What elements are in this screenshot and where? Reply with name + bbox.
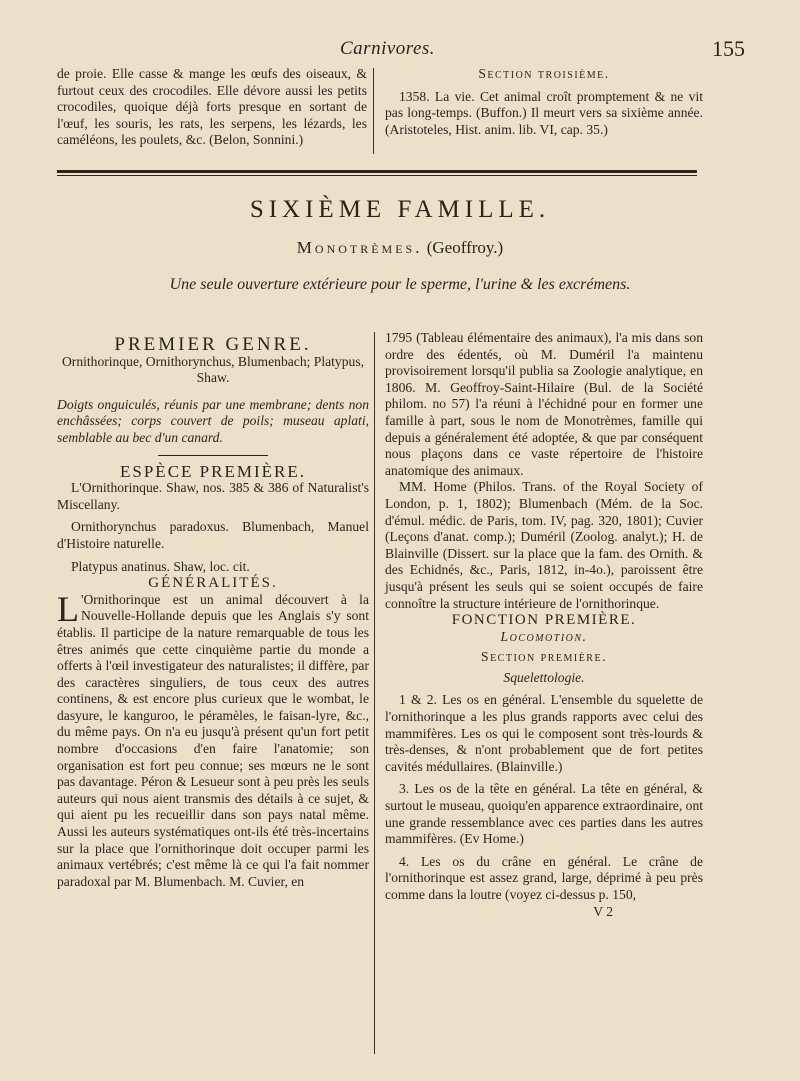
top-left-column bbox=[57, 66, 367, 149]
bottom-right-column bbox=[385, 330, 703, 920]
family-description: Une seule ouverture extérieure pour le sperme, l'urine & les excrémens. bbox=[169, 276, 631, 293]
family-subtitle bbox=[0, 238, 800, 258]
section-premiere-heading: Section première. bbox=[481, 649, 607, 665]
family-title: SIXIÈME FAMILLE. bbox=[249, 196, 551, 223]
fonction-title: FONCTION PREMIÈRE. bbox=[451, 612, 637, 629]
top-right-column bbox=[385, 66, 703, 138]
right-paragraph-5: 4. Les os du crâne en général. Le crâne de l'ornithorinque est assez grand, large, déprimé à peu près comme dans la loutre (voyez ci-dessus p. 150, bbox=[385, 853, 703, 902]
generalites-title: GÉNÉRALITÉS. bbox=[148, 575, 278, 592]
family-subtitle-author: (Geoffroy.) bbox=[426, 238, 504, 257]
drop-cap: L bbox=[57, 588, 79, 629]
locomotion-heading: Locomotion. bbox=[500, 628, 588, 644]
top-right-paragraph: 1358. La vie. Cet animal croît promptement & ne vit pas long-temps. (Buffon.) Il meurt vers sa sixième année. (Aristoteles, Hist. anim. lib. VI, cap. 35.) bbox=[385, 88, 703, 137]
family-subtitle-name: Monotrèmes. bbox=[296, 238, 423, 257]
right-paragraph-1: 1795 (Tableau élémentaire des animaux), l'a mis dans son ordre des édentés, où M. Duméril l'a maintenu provisoirement lorsqu'il publia sa Zoologie analytique, en 1806. M. Geoffroy-Saint-Hilaire (Bul. de la Société philom. no 57) l'a réuni à l'échidné pour en former une famille à part, sous le nom de Monotrèmes, famille qui depuis a généralement été adoptée, & que par conséquent nous plaçons dans ce vaste répertoire de l'histoire anatomique des animaux. bbox=[385, 330, 703, 478]
top-left-paragraph: de proie. Elle casse & mange les œufs des oiseaux, & furtout ceux des crocodiles. Elle dévore aussi les petits crocodiles, quoique déjà forts presque en sortant de l'œuf, les souris, les rats, les serpens, les lézards, les caméléons, les poulets, &c. (Belon, Sonnini.) bbox=[57, 66, 367, 148]
top-column-divider bbox=[373, 68, 374, 154]
synonym-2: Ornithorynchus paradoxus. Blumenbach, Manuel d'Histoire naturelle. bbox=[57, 519, 369, 551]
genus-description: Doigts onguiculés, réunis par une membrane; dents non enchâssées; corps couvert de poils; museau aplati, semblable au bec d'un canard. bbox=[57, 396, 369, 445]
running-head bbox=[0, 36, 800, 66]
signature-mark: V 2 bbox=[593, 903, 613, 919]
bottom-left-column bbox=[57, 334, 369, 890]
genus-name: Ornithorinque, Ornithorynchus, Blumenbach; Platypus, Shaw. bbox=[61, 353, 365, 386]
section-divider bbox=[158, 455, 268, 456]
double-rule-top bbox=[57, 170, 697, 173]
right-paragraph-3: 1 & 2. Les os en général. L'ensemble du squelette de l'ornithorinque a les plus grands rapports avec celui des mammifères. Les os qui le composent sont très-lourds & très-denses, & n'ont probablement que de fort petites cavités médullaires. (Blainville.) bbox=[385, 692, 703, 774]
genre-title: PREMIER GENRE. bbox=[114, 334, 312, 355]
espece-title: ESPÈCE PREMIÈRE. bbox=[120, 461, 306, 481]
page-number: 155 bbox=[712, 36, 745, 61]
right-paragraph-2: MM. Home (Philos. Trans. of the Royal Society of London, p. 1, 1802); Blumenbach (Mém. de la Soc. d'émul. médic. de Paris, tom. IV, pag. 320, 1801); Cuvier (Leçons d'anat. comp.); Duméril (Zoolog. analyt.); H. de Blainville (Dissert. sur la place que la fam. des Ornith. & des Echidnés, &c., Paris, 1812, in-4o.), paroissent être jusqu'à présent les seuls qui se soient occupés de faire connoître la structure intérieure de l'ornithorinque. bbox=[385, 479, 703, 611]
generalites-paragraph bbox=[57, 588, 369, 891]
synonym-1: L'Ornithorinque. Shaw, nos. 385 & 386 of Naturalist's Miscellany. bbox=[57, 480, 369, 512]
generalites-text: 'Ornithorinque est un animal découvert à la Nouvelle-Hollande depuis que les Anglais s'y sont établis. Il participe de la nature remarquable de tous les êtres animés que cette cinquième partie du monde a offerts à l'œil investigateur des naturalistes; il diffère, par des caractères singuliers, de tous ceux des autres continens, & est encore plus curieux que le wombat, le dasyure, le kanguroo, le péramèles, le faisan-lyre, &c., du même pays. On n'a eu jusqu'à présent qu'un fort petit nombre d'occasions d'en faire l'anatomie; son organisation est fort peu connue; ses mœurs ne le sont pas davantage. Péron & Lesueur sont à peu près les seuls auteurs qui nous aient transmis des détails à ce sujet, & qui aient pu les recueillir dans son pays natal même. Aussi les auteurs systématiques ont-ils été très-incertains sur la place que l'ornithorinque doit occuper parmi les animaux vertébrés; c'est même là ce qui l'a fait nommer paradoxal par M. Blumenbach. M. Cuvier, en bbox=[57, 591, 369, 889]
bottom-column-divider bbox=[374, 332, 375, 1054]
squelettologie-heading: Squelettologie. bbox=[503, 669, 585, 685]
right-paragraph-4: 3. Les os de la tête en général. La tête en général, & surtout le museau, quoiqu'en apparence extraordinaire, ont une grande ressemblance avec ces parties dans les autres mammifères. (Ev Home.) bbox=[385, 781, 704, 847]
running-title: Carnivores. bbox=[340, 38, 436, 59]
synonym-3: Platypus anatinus. Shaw, loc. cit. bbox=[71, 558, 250, 574]
double-rule-bottom bbox=[57, 175, 697, 176]
section-heading: Section troisième. bbox=[478, 66, 610, 81]
